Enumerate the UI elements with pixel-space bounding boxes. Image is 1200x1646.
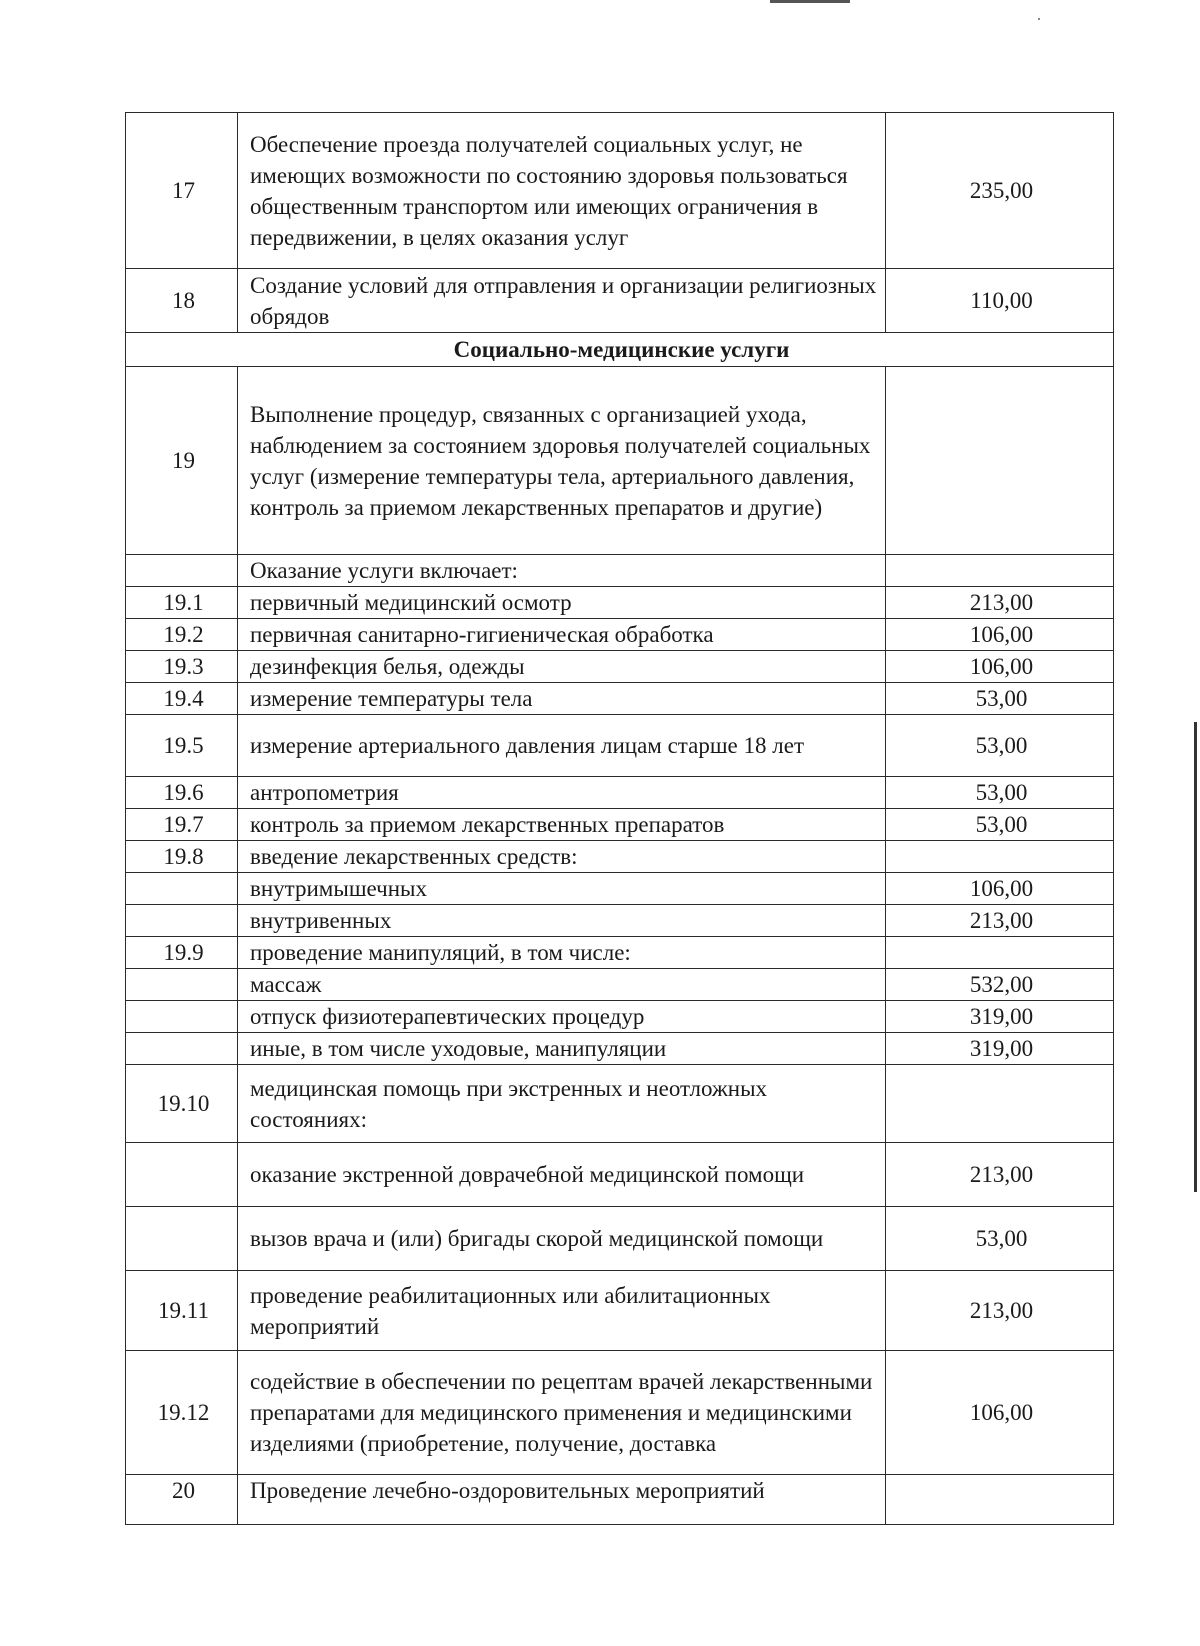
service-name: Создание условий для отправления и организации религиозных обрядов (238, 269, 886, 333)
row-number: 19.4 (126, 683, 238, 715)
scan-edge-mark (770, 0, 850, 3)
table-row (126, 969, 1114, 1001)
service-price: 213,00 (886, 1143, 1114, 1207)
service-price: 106,00 (886, 619, 1114, 651)
service-price (886, 937, 1114, 969)
table-row (126, 905, 1114, 937)
service-price (886, 367, 1114, 555)
scan-side-mark (1194, 722, 1197, 1192)
service-price: 53,00 (886, 715, 1114, 777)
table-row (126, 1065, 1114, 1143)
table-row (126, 809, 1114, 841)
service-name: Оказание услуги включает: (238, 555, 886, 587)
service-price: 106,00 (886, 1351, 1114, 1475)
row-number (126, 1207, 238, 1271)
table-row (126, 777, 1114, 809)
row-number (126, 555, 238, 587)
table-row (126, 873, 1114, 905)
service-name: проведение реабилитационных или абилитационных мероприятий (238, 1271, 886, 1351)
service-name: внутривенных (238, 905, 886, 937)
row-number (126, 1033, 238, 1065)
service-price: 106,00 (886, 651, 1114, 683)
row-number (126, 1143, 238, 1207)
service-name: измерение артериального давления лицам старше 18 лет (238, 715, 886, 777)
service-price: 106,00 (886, 873, 1114, 905)
table-row (126, 587, 1114, 619)
service-price: 319,00 (886, 1033, 1114, 1065)
service-price: 532,00 (886, 969, 1114, 1001)
section-row (126, 333, 1114, 367)
table-row (126, 269, 1114, 333)
row-number: 19.6 (126, 777, 238, 809)
service-price (886, 555, 1114, 587)
service-name: Проведение лечебно-оздоровительных мероприятий (238, 1475, 886, 1525)
service-name: контроль за приемом лекарственных препаратов (238, 809, 886, 841)
row-number: 19.8 (126, 841, 238, 873)
service-name: антропометрия (238, 777, 886, 809)
service-name: введение лекарственных средств: (238, 841, 886, 873)
row-number: 18 (126, 269, 238, 333)
service-name: медицинская помощь при экстренных и неотложных состояниях: (238, 1065, 886, 1143)
service-price: 235,00 (886, 113, 1114, 269)
table-row (126, 1351, 1114, 1475)
row-number: 19.9 (126, 937, 238, 969)
service-name: массаж (238, 969, 886, 1001)
table-row (126, 367, 1114, 555)
service-name: проведение манипуляций, в том числе: (238, 937, 886, 969)
service-name: внутримышечных (238, 873, 886, 905)
row-number (126, 873, 238, 905)
row-number (126, 905, 238, 937)
service-name: Выполнение процедур, связанных с организацией ухода, наблюдением за состоянием здоровья получателей социальных услуг (измерение температуры тела, артериального давления, контроль за приемом лекарственных препаратов и другие) (238, 367, 886, 555)
row-number (126, 969, 238, 1001)
table-row (126, 113, 1114, 269)
services-price-table (125, 112, 1114, 1525)
service-price: 319,00 (886, 1001, 1114, 1033)
row-number (126, 1001, 238, 1033)
table-row (126, 841, 1114, 873)
table-row (126, 715, 1114, 777)
row-number: 17 (126, 113, 238, 269)
table-row (126, 683, 1114, 715)
table-row (126, 1033, 1114, 1065)
table-row (126, 1143, 1114, 1207)
table-row (126, 1271, 1114, 1351)
service-name: вызов врача и (или) бригады скорой медицинской помощи (238, 1207, 886, 1271)
service-name: отпуск физиотерапевтических процедур (238, 1001, 886, 1033)
row-number: 20 (126, 1475, 238, 1525)
table-row (126, 1207, 1114, 1271)
service-name: дезинфекция белья, одежды (238, 651, 886, 683)
service-name: измерение температуры тела (238, 683, 886, 715)
service-price (886, 1065, 1114, 1143)
service-price: 110,00 (886, 269, 1114, 333)
service-price: 213,00 (886, 1271, 1114, 1351)
row-number: 19.12 (126, 1351, 238, 1475)
service-price: 53,00 (886, 1207, 1114, 1271)
row-number: 19.10 (126, 1065, 238, 1143)
row-number: 19.1 (126, 587, 238, 619)
service-price (886, 841, 1114, 873)
table-row (126, 555, 1114, 587)
service-name: оказание экстренной доврачебной медицинской помощи (238, 1143, 886, 1207)
row-number: 19.11 (126, 1271, 238, 1351)
row-number: 19 (126, 367, 238, 555)
table-row (126, 937, 1114, 969)
service-price: 213,00 (886, 905, 1114, 937)
service-price: 213,00 (886, 587, 1114, 619)
table-row (126, 1475, 1114, 1525)
table-row (126, 1001, 1114, 1033)
service-price: 53,00 (886, 683, 1114, 715)
row-number: 19.3 (126, 651, 238, 683)
scan-dust-mark (1038, 18, 1040, 20)
table-row (126, 651, 1114, 683)
section-heading: Социально-медицинские услуги (126, 333, 1114, 367)
row-number: 19.7 (126, 809, 238, 841)
row-number: 19.5 (126, 715, 238, 777)
service-price: 53,00 (886, 809, 1114, 841)
row-number: 19.2 (126, 619, 238, 651)
service-price (886, 1475, 1114, 1525)
service-name: Обеспечение проезда получателей социальных услуг, не имеющих возможности по состоянию здоровья пользоваться общественным транспортом или имеющих ограничения в передвижении, в целях оказания услуг (238, 113, 886, 269)
service-name: содействие в обеспечении по рецептам врачей лекарственными препаратами для медицинского применения и медицинскими изделиями (приобретение, получение, доставка (238, 1351, 886, 1475)
service-name: иные, в том числе уходовые, манипуляции (238, 1033, 886, 1065)
table-row (126, 619, 1114, 651)
service-price: 53,00 (886, 777, 1114, 809)
service-name: первичная санитарно-гигиеническая обработка (238, 619, 886, 651)
service-name: первичный медицинский осмотр (238, 587, 886, 619)
